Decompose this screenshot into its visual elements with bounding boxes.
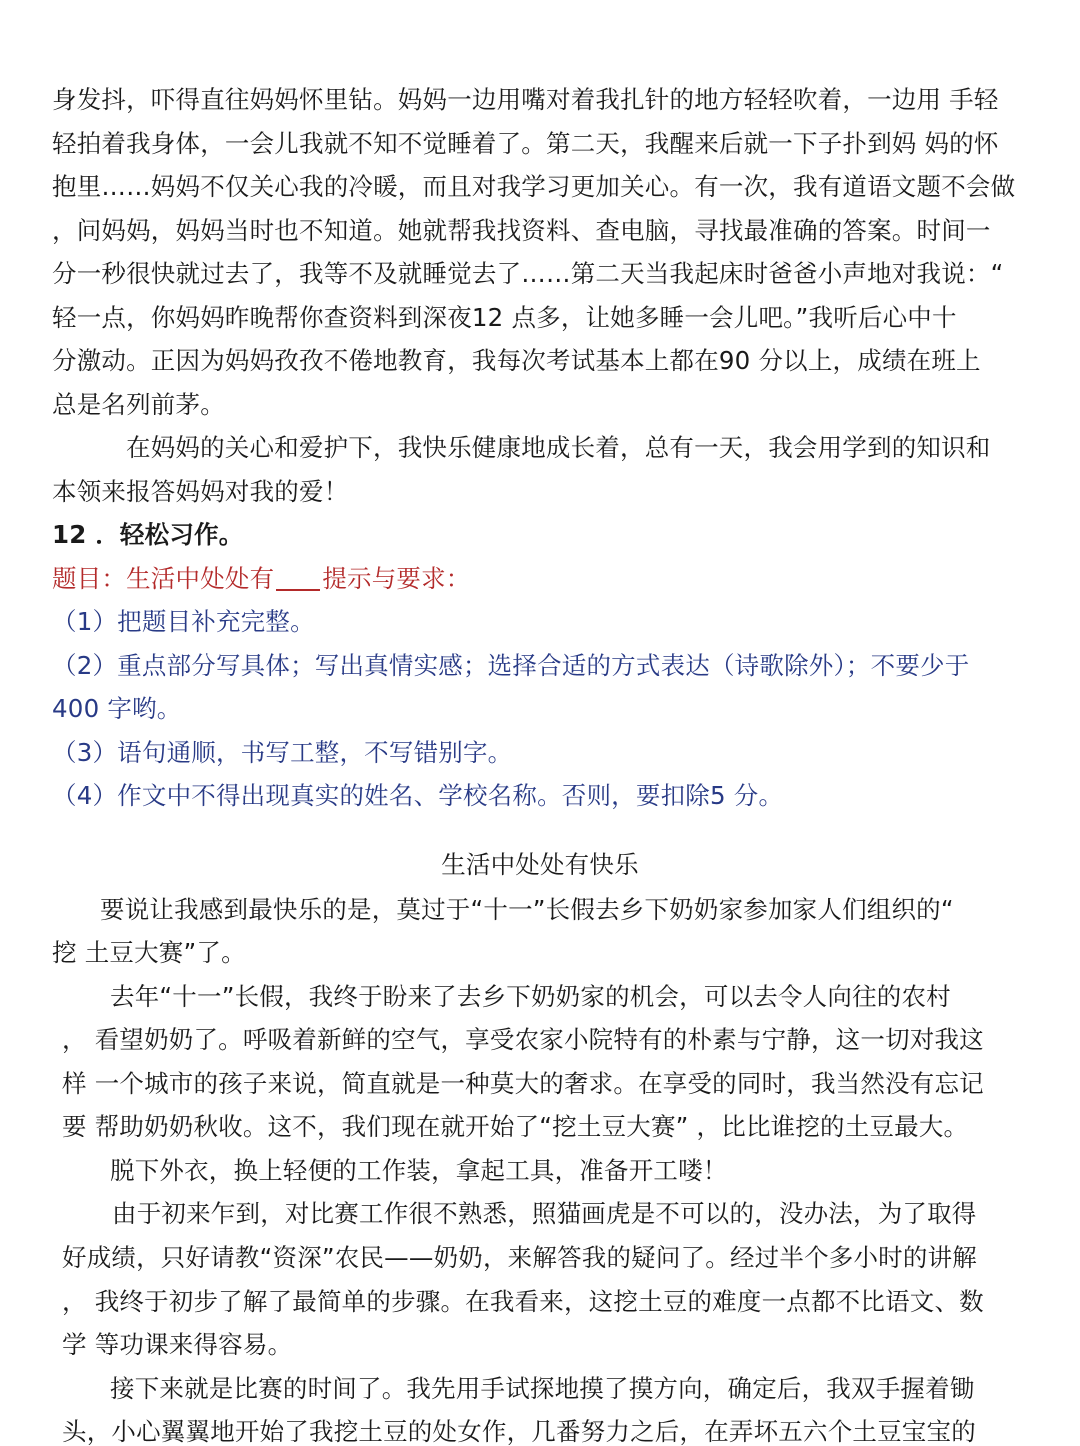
paragraph-line: 在妈妈的关心和爱护下，我快乐健康地成长着，总有一天，我会用学到的知识和 xyxy=(126,433,991,462)
paragraph-line: 本领来报答妈妈对我的爱！ xyxy=(52,477,349,506)
essay-title: 生活中处处有快乐 xyxy=(441,850,639,879)
essay-line: 学 等功课来得容易。 xyxy=(62,1330,293,1359)
requirement-4: （4）作文中不得出现真实的姓名、学校名称。否则，要扣除5 分。 xyxy=(52,781,784,810)
paragraph-line: 抱里……妈妈不仅关心我的冷暖，而且对我学习更加关心。有一次，我有道语文题不会做 xyxy=(52,172,1016,201)
requirement-3: （3）语句通顺，书写工整，不写错别字。 xyxy=(52,738,513,767)
paragraph-line: 总是名列前茅。 xyxy=(52,390,225,419)
essay-line: 好成绩，只好请教“资深”农民——奶奶，来解答我的疑问了。经过半个多小时的讲解 xyxy=(62,1243,977,1272)
requirement-1: （1）把题目补充完整。 xyxy=(52,607,315,636)
paragraph-line: 分激动。正因为妈妈孜孜不倦地教育，我每次考试基本上都在90 分以上，成绩在班上 xyxy=(52,346,981,375)
essay-line: 脱下外衣，换上轻便的工作装，拿起工具，准备开工喽！ xyxy=(110,1156,728,1185)
prompt-title-suffix: 提示与要求： xyxy=(322,564,471,593)
essay-line: 去年“十一”长假，我终于盼来了去乡下奶奶家的机会，可以去令人向往的农村 xyxy=(110,982,951,1011)
requirement-2: （2）重点部分写具体；写出真情实感；选择合适的方式表达（诗歌除外）；不要少于 xyxy=(52,651,970,680)
essay-line: 头，小心翼翼地开始了我挖土豆的处女作，几番努力之后，在弄坏五六个土豆宝宝的 xyxy=(62,1417,976,1446)
requirement-2-cont: 400 字哟。 xyxy=(52,694,182,723)
prompt-title xyxy=(52,557,471,601)
essay-line: 样 一个城市的孩子来说，简直就是一种莫大的奢求。在享受的同时，我当然没有忘记 xyxy=(62,1069,984,1098)
paragraph-line: 身发抖，吓得直往妈妈怀里钻。妈妈一边用嘴对着我扎针的地方轻轻吹着，一边用 手轻 xyxy=(52,85,999,114)
prompt-title-prefix: 题目：生活中处处有 xyxy=(52,564,275,593)
essay-line: 要 帮助奶奶秋收。这不，我们现在就开始了“挖土豆大赛” ，比比谁挖的土豆最大。 xyxy=(62,1112,969,1141)
essay-line: 由于初来乍到，对比赛工作很不熟悉，照猫画虎是不可以的，没办法，为了取得 xyxy=(112,1199,977,1228)
paragraph-line: 轻拍着我身体，一会儿我就不知不觉睡着了。第二天，我醒来后就一下子扑到妈 妈的怀 xyxy=(52,129,999,158)
essay-line: 要说让我感到最快乐的是，莫过于“十一”长假去乡下奶奶家参加家人们组织的“ xyxy=(100,895,954,924)
paragraph-line: 分一秒很快就过去了，我等不及就睡觉去了……第二天当我起床时爸爸小声地对我说：“ xyxy=(52,259,1004,288)
fill-in-blank xyxy=(276,589,320,591)
essay-line: 挖 土豆大赛”了。 xyxy=(52,938,246,967)
essay-line: ， 看望奶奶了。呼吸着新鲜的空气，享受农家小院特有的朴素与宁静，这一切对我这 xyxy=(62,1025,984,1054)
paragraph-line: ，问妈妈，妈妈当时也不知道。她就帮我找资料、查电脑，寻找最准确的答案。时间一 xyxy=(52,216,991,245)
essay-line: 接下来就是比赛的时间了。我先用手试探地摸了摸方向，确定后，我双手握着锄 xyxy=(110,1374,975,1403)
essay-line: ， 我终于初步了解了最简单的步骤。在我看来，这挖土豆的难度一点都不比语文、数 xyxy=(62,1287,984,1316)
section-heading: 12 ．轻松习作。 xyxy=(52,520,244,549)
paragraph-line: 轻一点，你妈妈昨晚帮你查资料到深夜12 点多，让她多睡一会儿吧。”我听后心中十 xyxy=(52,303,957,332)
